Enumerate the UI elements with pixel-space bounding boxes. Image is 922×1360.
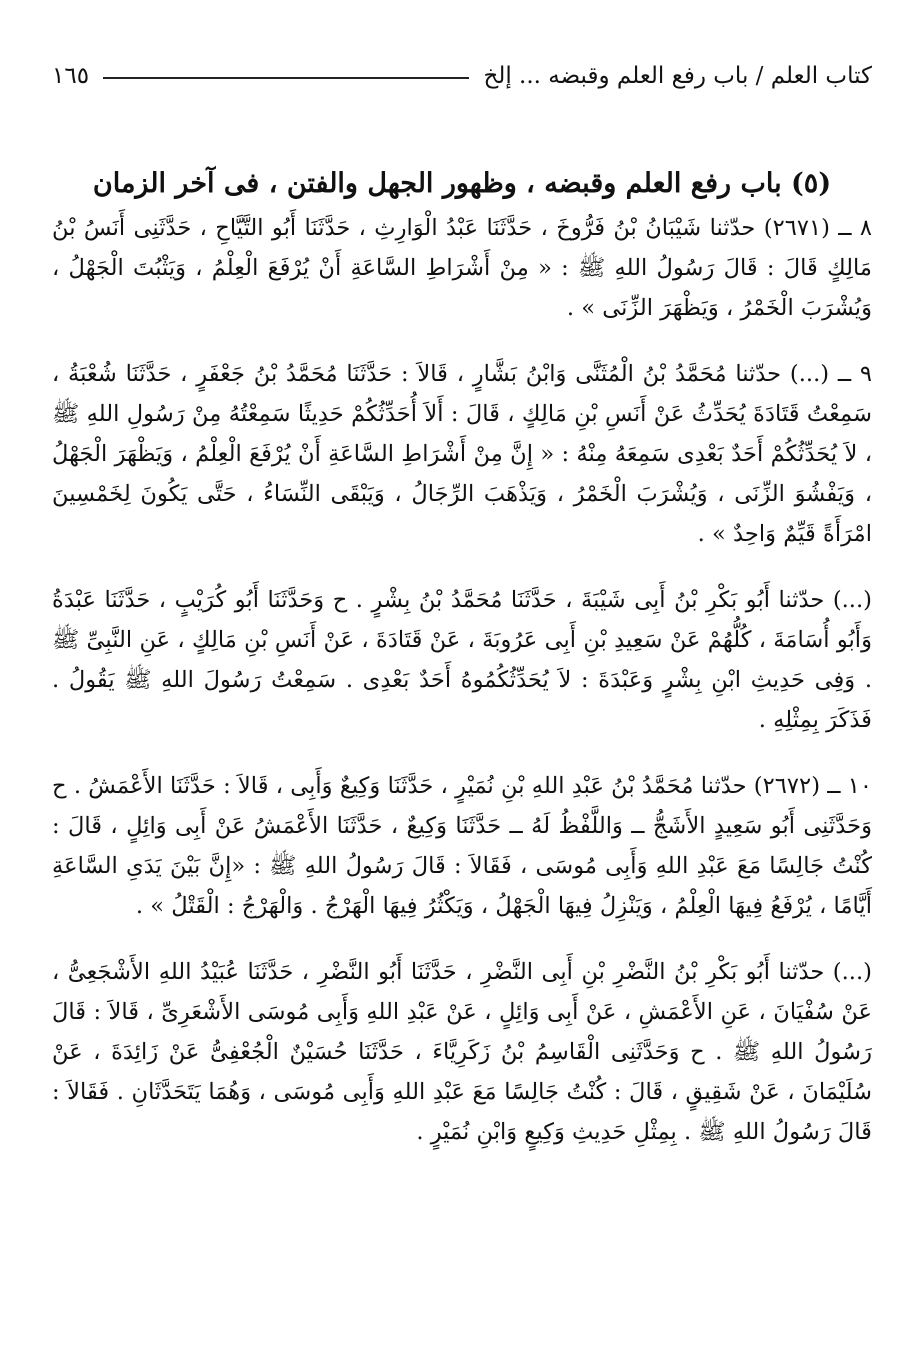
page-header [52, 56, 872, 96]
hadith-paragraph: (...) حدّثنا أَبُو بَكْرِ بْنُ أَبِى شَيْبَةَ ، حَدَّثَنَا مُحَمَّدُ بْنُ بِشْرٍ . ح وَحَدَّثَنَا أَبُو كُرَيْبٍ ، حَدَّثَنَا عَبْدَةُ وَأَبُو أُسَامَةَ ، كُلُّهُمْ عَنْ سَعِيدِ بْنِ أَبِى عَرُوبَةَ ، عَنْ قَتَادَةَ ، عَنْ أَنَسِ بْنِ مَالِكٍ ، عَنِ النَّبِىِّ ﷺ . وَفِى حَدِيثِ ابْنِ بِشْرٍ وَعَبْدَةَ : لاَ يُحَدِّثُكُمُوهُ أَحَدٌ بَعْدِى . سَمِعْتُ رَسُولَ اللهِ ﷺ يَقُولُ . فَذَكَرَ بِمِثْلِهِ . [52, 587, 872, 733]
hadith-paragraph: ٩ ــ (...) حدّثنا مُحَمَّدُ بْنُ الْمُثَنَّى وَابْنُ بَشَّارٍ ، قَالاَ : حَدَّثَنَا مُحَمَّدُ بْنُ جَعْفَرٍ ، حَدَّثَنَا شُعْبَةُ ، سَمِعْتُ قَتَادَةَ يُحَدِّثُ عَنْ أَنَسِ بْنِ مَالِكٍ ، قَالَ : أَلاَ أُحَدِّثُكُمْ حَدِيثًا سَمِعْتُهُ مِنْ رَسُولِ اللهِ ﷺ ، لاَ يُحَدِّثُكُمْ أَحَدٌ بَعْدِى سَمِعَهُ مِنْهُ : « إِنَّ مِنْ أَشْرَاطِ السَّاعَةِ أَنْ يُرْفَعَ الْعِلْمُ ، وَيَظْهَرَ الْجَهْلُ ، وَيَفْشُوَ الزِّنَى ، وَيُشْرَبَ الْخَمْرُ ، وَيَذْهَبَ الرِّجَالُ ، وَيَبْقَى النِّسَاءُ ، حَتَّى يَكُونَ لِخَمْسِينَ امْرَأَةً قَيِّمٌ وَاحِدٌ » . [52, 361, 872, 547]
hadith-paragraph: (...) حدّثنا أَبُو بَكْرِ بْنُ النَّضْرِ بْنِ أَبِى النَّضْرِ ، حَدَّثَنَا أَبُو النَّضْرِ ، حَدَّثَنَا عُبَيْدُ اللهِ الأَشْجَعِىُّ ، عَنْ سُفْيَانَ ، عَنِ الأَعْمَشِ ، عَنْ أَبِى وَائِلٍ ، عَنْ عَبْدِ اللهِ وَأَبِى مُوسَى الأَشْعَرِىِّ ، قَالاَ : قَالَ رَسُولُ اللهِ ﷺ . ح وَحَدَّثَنِى الْقَاسِمُ بْنُ زَكَرِيَّاءَ ، حَدَّثَنَا حُسَيْنٌ الْجُعْفِىُّ عَنْ زَائِدَةَ ، عَنْ سُلَيْمَانَ ، عَنْ شَقِيقٍ ، قَالَ : كُنْتُ جَالِسًا مَعَ عَبْدِ اللهِ وَأَبِى مُوسَى ، وَهُمَا يَتَحَدَّثَانِ . فَقَالاَ : قَالَ رَسُولُ اللهِ ﷺ . بِمِثْلِ حَدِيثِ وَكِيعٍ وَابْنِ نُمَيْرٍ . [52, 959, 872, 1145]
hadith-paragraph: ٨ ــ (٢٦٧١) حدّثنا شَيْبَانُ بْنُ فَرُّوخَ ، حَدَّثَنَا عَبْدُ الْوَارِثِ ، حَدَّثَنَا أَبُو التَّيَّاحِ ، حَدَّثَنِى أَنَسُ بْنُ مَالِكٍ قَالَ : قَالَ رَسُولُ اللهِ ﷺ : « مِنْ أَشْرَاطِ السَّاعَةِ أَنْ يُرْفَعَ الْعِلْمُ ، وَيَثْبُتَ الْجَهْلُ ، وَيُشْرَبَ الْخَمْرُ ، وَيَظْهَرَ الزِّنَى » . [52, 215, 872, 321]
chapter-title: (٥) باب رفع العلم وقبضه ، وظهور الجهل والفتن ، فى آخر الزمان [92, 168, 832, 199]
hadith-paragraph: ١٠ ــ (٢٦٧٢) حدّثنا مُحَمَّدُ بْنُ عَبْدِ اللهِ بْنِ نُمَيْرٍ ، حَدَّثَنَا وَكِيعٌ وَأَبِى ، قَالاَ : حَدَّثَنَا الأَعْمَشُ . ح وَحَدَّثَنِى أَبُو سَعِيدٍ الأَشَجُّ ــ وَاللَّفْظُ لَهُ ــ حَدَّثَنَا وَكِيعٌ ، حَدَّثَنَا الأَعْمَشُ عَنْ أَبِى وَائِلٍ ، قَالَ : كُنْتُ جَالِسًا مَعَ عَبْدِ اللهِ وَأَبِى مُوسَى ، فَقَالاَ : قَالَ رَسُولُ اللهِ ﷺ : «إِنَّ بَيْنَ يَدَىِ السَّاعَةِ أَيَّامًا ، يُرْفَعُ فِيهَا الْعِلْمُ ، وَيَنْزِلُ فِيهَا الْجَهْلُ ، وَيَكْثُرُ فِيهَا الْهَرْجُ . وَالْهَرْجُ : الْقَتْلُ » . [52, 773, 873, 919]
header-rule [103, 77, 469, 79]
running-title: كتاب العلم / باب رفع العلم وقبضه ... إلخ [483, 63, 872, 89]
page-number: ١٦٥ [52, 63, 90, 89]
